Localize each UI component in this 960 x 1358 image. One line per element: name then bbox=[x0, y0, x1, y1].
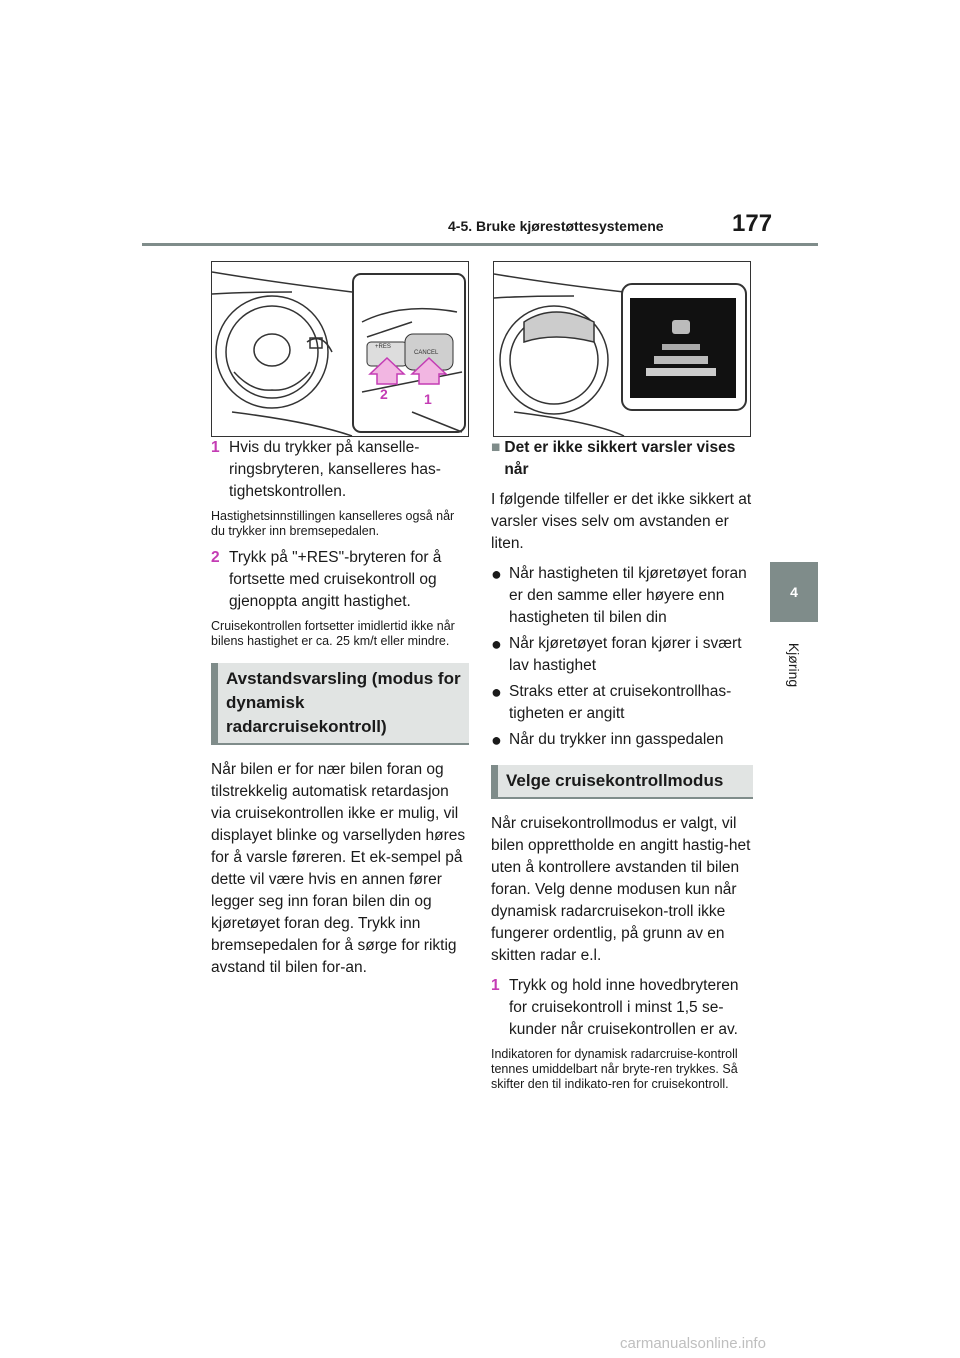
arrow-label-2: 2 bbox=[380, 386, 388, 402]
arrow-label-1: 1 bbox=[424, 391, 432, 407]
step-text: Hvis du trykker på kanselle-ringsbryteren, kanselleres has-tighetskontrollen. bbox=[229, 439, 441, 500]
step-note: Cruisekontrollen fortsetter imidlertid ikke når bilens hastighet er ca. 25 km/t eller mindre. bbox=[211, 619, 455, 648]
watermark: carmanualsonline.info bbox=[620, 1335, 766, 1352]
bullet-icon: ● bbox=[491, 564, 502, 584]
section-heading: Avstandsvarsling (modus for dynamisk radarcruisekontroll) bbox=[211, 663, 469, 745]
list-item bbox=[491, 681, 753, 725]
bullet-icon: ● bbox=[491, 634, 502, 654]
step-1 bbox=[491, 975, 753, 1041]
instrument-cluster-illustration bbox=[494, 262, 750, 436]
step-2 bbox=[211, 547, 469, 613]
page-number: 177 bbox=[732, 210, 773, 237]
vehicle-ahead-icon bbox=[672, 320, 690, 334]
steering-wheel-buttons-figure bbox=[211, 261, 469, 437]
section-heading: Velge cruisekontrollmodus bbox=[491, 765, 753, 799]
right-column bbox=[491, 437, 753, 1100]
distance-display-figure bbox=[493, 261, 751, 437]
left-column bbox=[211, 437, 469, 987]
step-number: 1 bbox=[211, 439, 220, 456]
steering-wheel-illustration bbox=[212, 262, 468, 436]
step-number: 1 bbox=[491, 977, 500, 994]
res-button-label: +RES bbox=[375, 344, 391, 350]
section-title: 4-5. Bruke kjørestøttesystemene bbox=[448, 218, 664, 234]
chapter-tab: 4 bbox=[770, 562, 818, 622]
list-item-text: Straks etter at cruisekontrollhas-tigheten er angitt bbox=[509, 683, 732, 722]
step-number: 2 bbox=[211, 549, 220, 566]
step-note: Hastighetsinnstillingen kanselleres også når du trykker inn bremsepedalen. bbox=[211, 509, 455, 538]
distance-bar-icon bbox=[646, 368, 716, 376]
step-note: Indikatoren for dynamisk radarcruise-kontroll tennes umiddelbart når bryte-ren trykkes. Så skifter den til indikato-ren for cruisekontroll. bbox=[491, 1047, 738, 1091]
subheading bbox=[491, 437, 753, 481]
list-item-text: Når hastigheten til kjøretøyet foran er den samme eller høyere enn hastigheten til bilen din bbox=[509, 565, 747, 626]
bullet-icon: ● bbox=[491, 730, 502, 750]
body-paragraph: Når bilen er for nær bilen foran og tilstrekkelig automatisk retardasjon via cruisekontrollen ikke er mulig, vil displayet blinke og varsellyden høres for å varsle føreren. Et ek-sempel på dette vil være hvis en annen fører legger seg inn foran bilen din og kjøretøyet foran deg. Trykk inn bremsepedalen for å sørge for riktig avstand til bilen for-an. bbox=[211, 761, 466, 976]
list-item bbox=[491, 729, 753, 751]
list-item-text: Når du trykker inn gasspedalen bbox=[509, 731, 724, 748]
square-bullet-icon: ■ bbox=[491, 439, 501, 456]
bullet-icon: ● bbox=[491, 682, 502, 702]
distance-bar-icon bbox=[662, 344, 700, 350]
distance-bar-icon bbox=[654, 356, 708, 364]
chapter-label: Kjøring bbox=[786, 642, 802, 688]
subheading-text: Det er ikke sikkert varsler vises når bbox=[504, 439, 736, 478]
step-text: Trykk og hold inne hovedbryteren for cruisekontroll i minst 1,5 se-kunder når cruisekontrollen er av. bbox=[509, 977, 739, 1038]
list-item-text: Når kjøretøyet foran kjører i svært lav hastighet bbox=[509, 635, 742, 674]
body-paragraph: Når cruisekontrollmodus er valgt, vil bilen opprettholde en angitt hastig-het uten å kontrollere avstanden til bilen foran. Velg denne modusen kun når dynamisk radarcruisekon-troll ikke fungerer ordentlig, på grunn av en skitten radar e.l. bbox=[491, 815, 751, 964]
list-item bbox=[491, 633, 753, 677]
list-item bbox=[491, 563, 753, 629]
step-1 bbox=[211, 437, 469, 503]
header-rule bbox=[142, 243, 818, 246]
cancel-button-label: CANCEL bbox=[414, 350, 439, 356]
intro-paragraph: I følgende tilfeller er det ikke sikkert at varsler vises selv om avstanden er liten. bbox=[491, 491, 752, 552]
step-text: Trykk på "+RES"-bryteren for å fortsette med cruisekontroll og gjenoppta angitt hastighet. bbox=[229, 549, 442, 610]
